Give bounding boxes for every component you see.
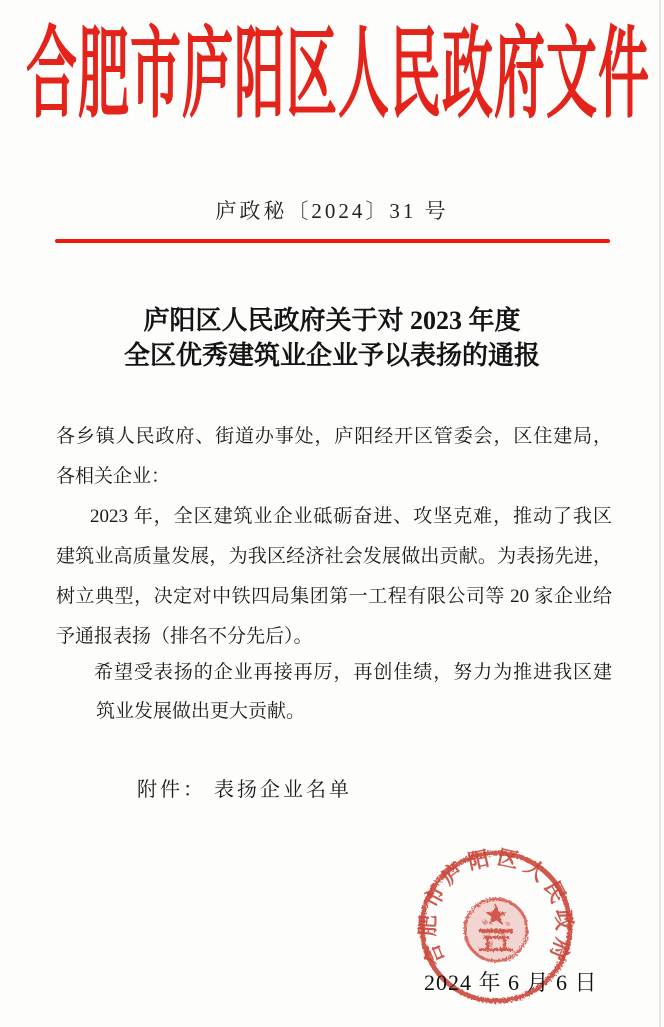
paragraph-1-line-3: 树立典型，决定对中铁四局集团第一工程有限公司等 20 家企业给 <box>56 586 612 607</box>
document-title-line-1: 庐阳区人民政府关于对 2023 年度 <box>143 306 521 335</box>
document-title <box>0 303 664 373</box>
document-number: 庐政秘〔2024〕31 号 <box>215 199 449 223</box>
paragraph-1-line-4: 予通报表扬（排名不分先后）。 <box>56 626 313 647</box>
scan-edge-artifact <box>659 0 661 1027</box>
letterhead-title: 合肥市庐阳区人民政府文件 <box>26 22 651 132</box>
issue-date: 2024 年 6 月 6 日 <box>424 970 598 995</box>
salutation-line-1: 各乡镇人民政府、街道办事处，庐阳经开区管委会，区住建局， <box>56 426 612 447</box>
paragraph-1-line-2: 建筑业高质量发展，为我区经济社会发展做出贡献。为表扬先进， <box>56 546 612 567</box>
paragraph-1-line-1: 2023 年，全区建筑业企业砥砺奋进、攻坚克难，推动了我区 <box>90 506 612 527</box>
paragraph-2-line-2: 筑业发展做出更大贡献。 <box>96 701 306 722</box>
attachment-note: 附件： 表扬企业名单 <box>137 779 352 801</box>
document-title-line-2: 全区优秀建筑业企业予以表扬的通报 <box>123 341 540 370</box>
seal-text: 合肥市庐阳区人民政府 <box>415 845 577 969</box>
paragraph-2-line-1: 希望受表扬的企业再接再厉，再创佳绩，努力为推进我区建 <box>94 662 612 683</box>
national-emblem-icon <box>465 899 527 961</box>
red-divider-rule <box>55 239 610 243</box>
salutation-line-2: 各相关企业： <box>56 466 171 487</box>
